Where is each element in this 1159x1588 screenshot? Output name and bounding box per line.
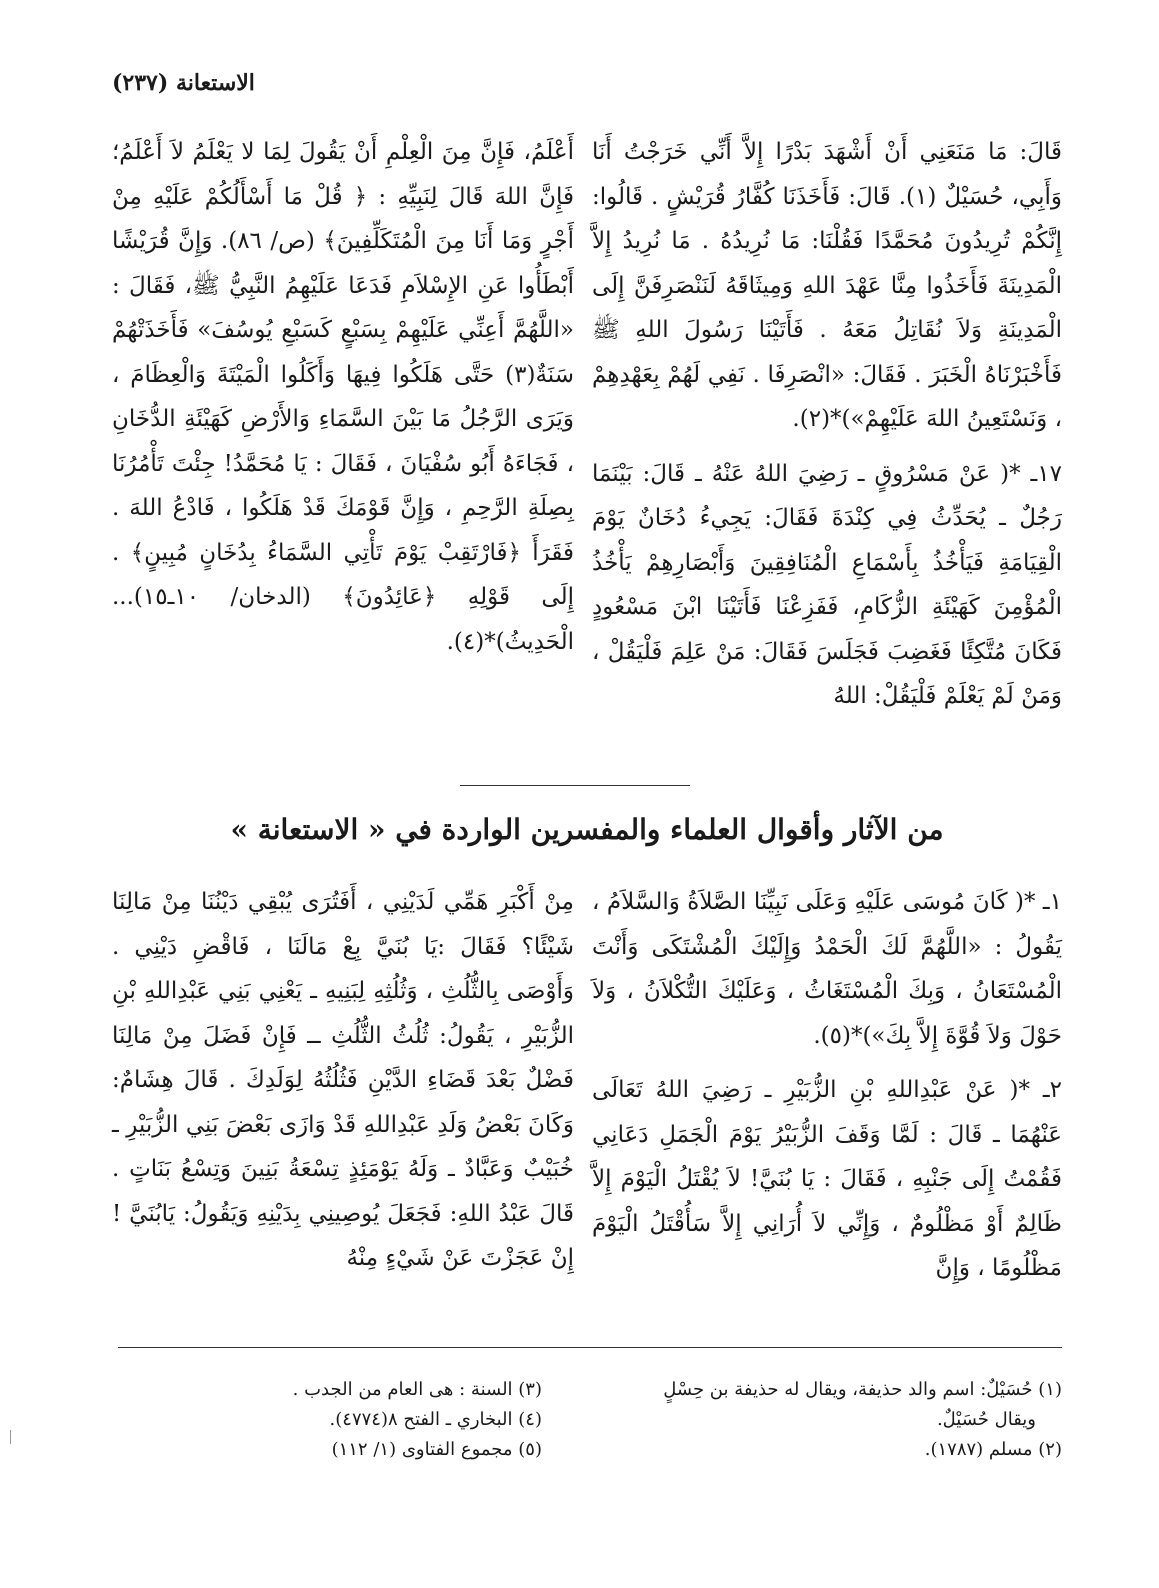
bottom-right-column (592, 880, 1062, 1291)
hadith-17: ١٧ـ *( عَنْ مَسْرُوقٍ ـ رَضِيَ اللهُ عَنْهُ ـ قَالَ: بَيْنَمَا رَجُلٌ ـ يُحَدِّثُ فِي كِنْدَةَ فَقَالَ: يَجِيءُ دُخَانٌ يَوْمَ الْقِيَامَةِ فَيَأْخُذُ بِأَسْمَاعِ الْمُنَافِقِينَ وَأَبْصَارِهِمْ يَأْخُذُ الْمُؤْمِنَ كَهَيْئَةِ الزُّكَامِ، فَفَزِعْنَا فَأَتَيْنَا ابْنَ مَسْعُودٍ فَكَانَ مُتَّكِئًا فَغَضِبَ فَجَلَسَ فَقَالَ: مَنْ عَلِمَ فَلْيَقُلْ ، وَمَنْ لَمْ يَعْلَمْ فَلْيَقُلْ: اللهُ (592, 460, 1062, 709)
top-right-column (592, 130, 1062, 719)
athar-2-continuation: مِنْ أَكْبَرِ هَمِّي لَدَيْنِي ، أَفَتُرَى يُبْقِي دَيْنُنَا مِنْ مَالِنَا شَيْئًا؟ فَقَالَ :يَا بُنَيَّ بِعْ مَالَنَا ، فَاقْضِ دَيْنِي . وَأَوْصَى بِالثُّلُثِ ، وَثُلُثِهِ لِبَنِيهِ ـ يَعْنِي بَنِي عَبْدِاللهِ بْنِ الزُّبَيْرِ ، يَقُولُ: ثُلُثُ الثُّلُثِ ــ فَإِنْ فَضَلَ مِنْ مَالِنَا فَضْلٌ بَعْدَ قَضَاءِ الدَّيْنِ فَثُلُثُهُ لِوَلَدِكَ . قَالَ هِشَامٌ: وَكَانَ بَعْضُ وَلَدِ عَبْدِاللهِ قَدْ وَازَى بَعْضَ بَنِي الزُّبَيْرِ ـ خُبَيْبٌ وَعَبَّادٌ ـ وَلَهُ يَوْمَئِذٍ تِسْعَةُ بَنِينَ وَتِسْعُ بَنَاتٍ . قَالَ عَبْدُ اللهِ: فَجَعَلَ يُوصِينِي بِدَيْنِهِ وَيَقُولُ: يَابُنَيَّ !إِنْ عَجَزْتَ عَنْ شَيْءٍ مِنْهُ (112, 889, 574, 1271)
margin-mark (10, 1430, 11, 1444)
hadith-17-continuation: أَعْلَمُ، فَإِنَّ مِنَ الْعِلْمِ أَنْ يَقُولَ لِمَا لا يَعْلَمُ لاَ أَعْلَمُ؛ فَإِنَّ اللهَ قَالَ لِنَبِيِّهِ : ﴿ قُلْ مَا أَسْأَلُكُمْ عَلَيْهِ مِنْ أَجْرٍ وَمَا أَنَا مِنَ الْمُتَكَلِّفِينَ﴾ (ص/ ٨٦). وَإِنَّ قُرَيْشًا أَبْطَأُوا عَنِ الإِسْلاَمِ فَدَعَا عَلَيْهِمُ النَّبِيُّ ﷺ، فَقَالَ : «اللَّهُمَّ أَعِنِّي عَلَيْهِمْ بِسَبْعٍ كَسَبْعِ يُوسُفَ» فَأَخَذَتْهُمْ سَنَةٌ(٣) حَتَّى هَلَكُوا فِيهَا وَأَكَلُوا الْمَيْتَةَ وَالْعِظَامَ ، وَيَرَى الرَّجُلُ مَا بَيْنَ السَّمَاءِ وَالأَرْضِ كَهَيْئَةِ الدُّخَانِ ، فَجَاءَهُ أَبُو سُفْيَانَ ، فَقَالَ : يَا مُحَمَّدُ! جِئْتَ تَأْمُرُنَا بِصِلَةِ الرَّحِمِ ، وَإِنَّ قَوْمَكَ قَدْ هَلَكُوا ، فَادْعُ اللهَ . فَقَرَأَ ﴿فَارْتَقِبْ يَوْمَ تَأْتِي السَّمَاءُ بِدُخَانٍ مُبِينٍ﴾ . إِلَى قَوْلِهِ ﴿عَائِدُونَ﴾ (الدخان/ ١٠ـ١٥)... الْحَدِيثُ)*(٤). (112, 139, 574, 655)
footnote-2: (٢) مسلم (١٧٨٧). (924, 1439, 1062, 1460)
footnote-5: (٥) مجموع الفتاوى (١/ ١١٢) (331, 1439, 542, 1460)
footnote-rule (118, 1347, 1062, 1348)
top-left-column (112, 130, 574, 664)
athar-1: ١ـ *( كَانَ مُوسَى عَلَيْهِ وَعَلَى نَبِيِّنَا الصَّلاَةُ وَالسَّلاَمُ ، يَقُولُ : «اللَّهُمَّ لَكَ الْحَمْدُ وَإِلَيْكَ الْمُشْتَكَى وَأَنْتَ الْمُسْتَعَانُ ، وَبِكَ الْمُسْتَغَاثُ ، وَعَلَيْكَ التُّكْلاَنُ ، وَلاَ حَوْلَ وَلاَ قُوَّةَ إِلاَّ بِكَ»)*(٥). (592, 889, 1062, 1049)
running-header: الاستعانة (٢٣٧) (112, 70, 255, 96)
footnotes-left (112, 1375, 542, 1465)
footnote-4: (٤) البخاري ـ الفتح ٨(٤٧٧٤). (329, 1409, 542, 1430)
hadith-16-continuation: قَالَ: مَا مَنَعَنِي أَنْ أَشْهَدَ بَدْرًا إِلاَّ أَنِّي خَرَجْتُ أَنَا وَأَبِي، حُسَيْلٌ (١). قَالَ: فَأَخَذَنَا كُفَّارُ قُرَيْشٍ . قَالُوا: إِنَّكُمْ تُرِيدُونَ مُحَمَّدًا فَقُلْنَا: مَا نُرِيدُهُ . مَا نُرِيدُ إِلاَّ الْمَدِينَةَ فَأَخَذُوا مِنَّا عَهْدَ اللهِ وَمِيثَاقَهُ لَنَنْصَرِفَنَّ إِلَى الْمَدِينَةِ وَلاَ نُقَاتِلُ مَعَهُ . فَأَتَيْنَا رَسُولَ اللهِ ﷺ فَأَخْبَرْنَاهُ الْخَبَرَ . فَقَالَ: «انْصَرِفَا . نَفِي لَهُمْ بِعَهْدِهِمْ ، وَنَسْتَعِينُ اللهَ عَلَيْهِمْ»)*(٢). (592, 139, 1062, 432)
bottom-left-column (112, 880, 574, 1281)
footnote-1: (١) حُسَيْلٌ: اسم والد حذيفة، ويقال له حذيفة بن حِسْلٍ (663, 1379, 1062, 1400)
athar-2: ٢ـ *( عَنْ عَبْدِاللهِ بْنِ الزُّبَيْرِ ـ رَضِيَ اللهُ تَعَالَى عَنْهُمَا ـ قَالَ : لَمَّا وَقَفَ الزُّبَيْرُ يَوْمَ الْجَمَلِ دَعَانِي فَقُمْتُ إِلَى جَنْبِهِ ، فَقَالَ : يَا بُنَيَّ! لاَ يُقْتَلُ الْيَوْمَ إِلاَّ ظَالِمٌ أَوْ مَظْلُومٌ ، وَإِنِّي لاَ أُرَانِي إِلاَّ سَأُقْتَلُ الْيَوْمَ مَظْلُومًا ، وَإِنَّ (592, 1077, 1062, 1281)
section-divider (460, 785, 690, 786)
footnotes-right (600, 1375, 1062, 1465)
footnote-1-continuation: ويقال حُسَيْلٌ. (936, 1409, 1036, 1430)
section-heading: من الآثار وأقوال العلماء والمفسرين الواردة في « الاستعانة » (230, 813, 944, 846)
footnote-3: (٣) السنة : هى العام من الجدب . (292, 1379, 542, 1400)
